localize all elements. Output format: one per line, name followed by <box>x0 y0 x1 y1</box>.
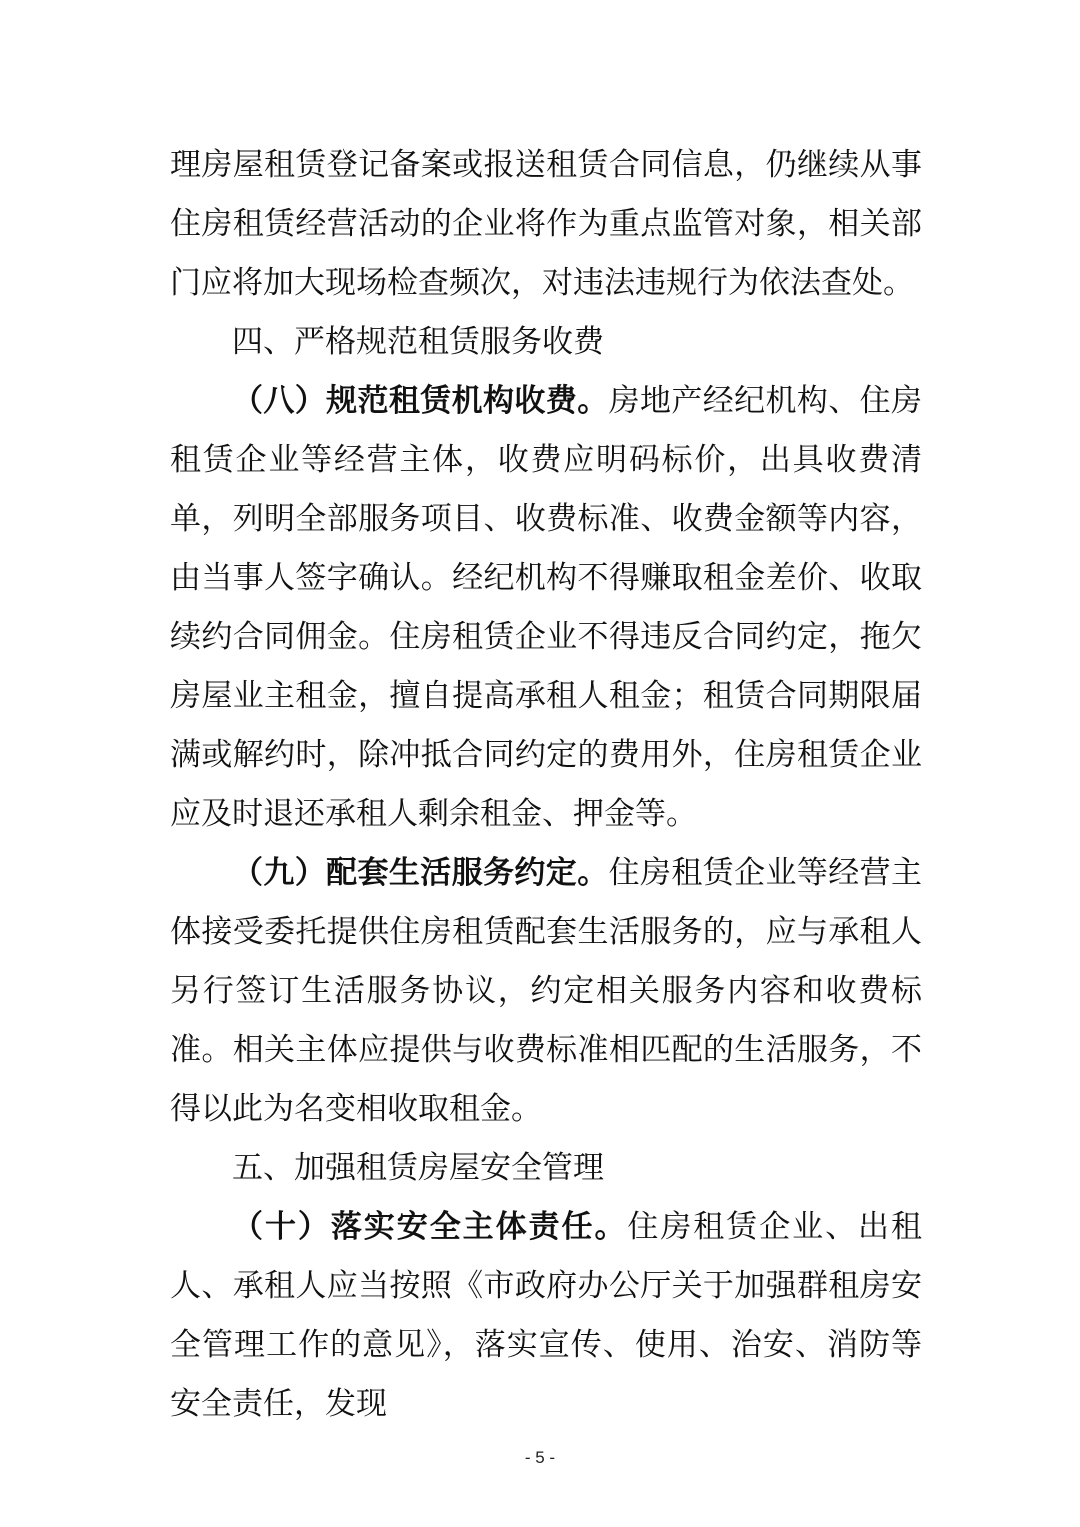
item-9-body: 住房租赁企业等经营主体接受委托提供住房租赁配套生活服务的，应与承租人另行签订生活服务协议，约定相关服务内容和收费标准。相关主体应提供与收费标准相匹配的生活服务，不得以此为名变相收取租金。 <box>170 855 923 1127</box>
section-heading-4: 四、严格规范租赁服务收费 <box>232 324 604 360</box>
page-number: - 5 - <box>524 1448 556 1467</box>
item-9-paragraph <box>170 844 922 1139</box>
item-8-lead: （八）规范租赁机构收费。 <box>232 383 609 419</box>
item-10-lead: （十）落实安全主体责任。 <box>232 1209 628 1245</box>
section-heading-5: 五、加强租赁房屋安全管理 <box>232 1150 604 1186</box>
item-8-paragraph <box>170 372 922 844</box>
item-9-lead: （九）配套生活服务约定。 <box>232 855 609 891</box>
item-10-body: 住房租赁企业、出租人、承租人应当按照《市政府办公厅关于加强群租房安全管理工作的意见》，落实宣传、使用、治安、消防等安全责任，发现 <box>170 1209 923 1422</box>
body-text <box>170 136 922 1434</box>
continuation-paragraph: 理房屋租赁登记备案或报送租赁合同信息，仍继续从事住房租赁经营活动的企业将作为重点监管对象，相关部门应将加大现场检查频次，对违法违规行为依法查处。 <box>170 147 922 301</box>
item-10-paragraph <box>170 1198 922 1434</box>
item-8-body: 房地产经纪机构、住房租赁企业等经营主体，收费应明码标价，出具收费清单，列明全部服务项目、收费标准、收费金额等内容，由当事人签字确认。经纪机构不得赚取租金差价、收取续约合同佣金。住房租赁企业不得违反合同约定，拖欠房屋业主租金，擅自提高承租人租金；租赁合同期限届满或解约时，除冲抵合同约定的费用外，住房租赁企业应及时退还承租人剩余租金、押金等。 <box>170 383 923 832</box>
